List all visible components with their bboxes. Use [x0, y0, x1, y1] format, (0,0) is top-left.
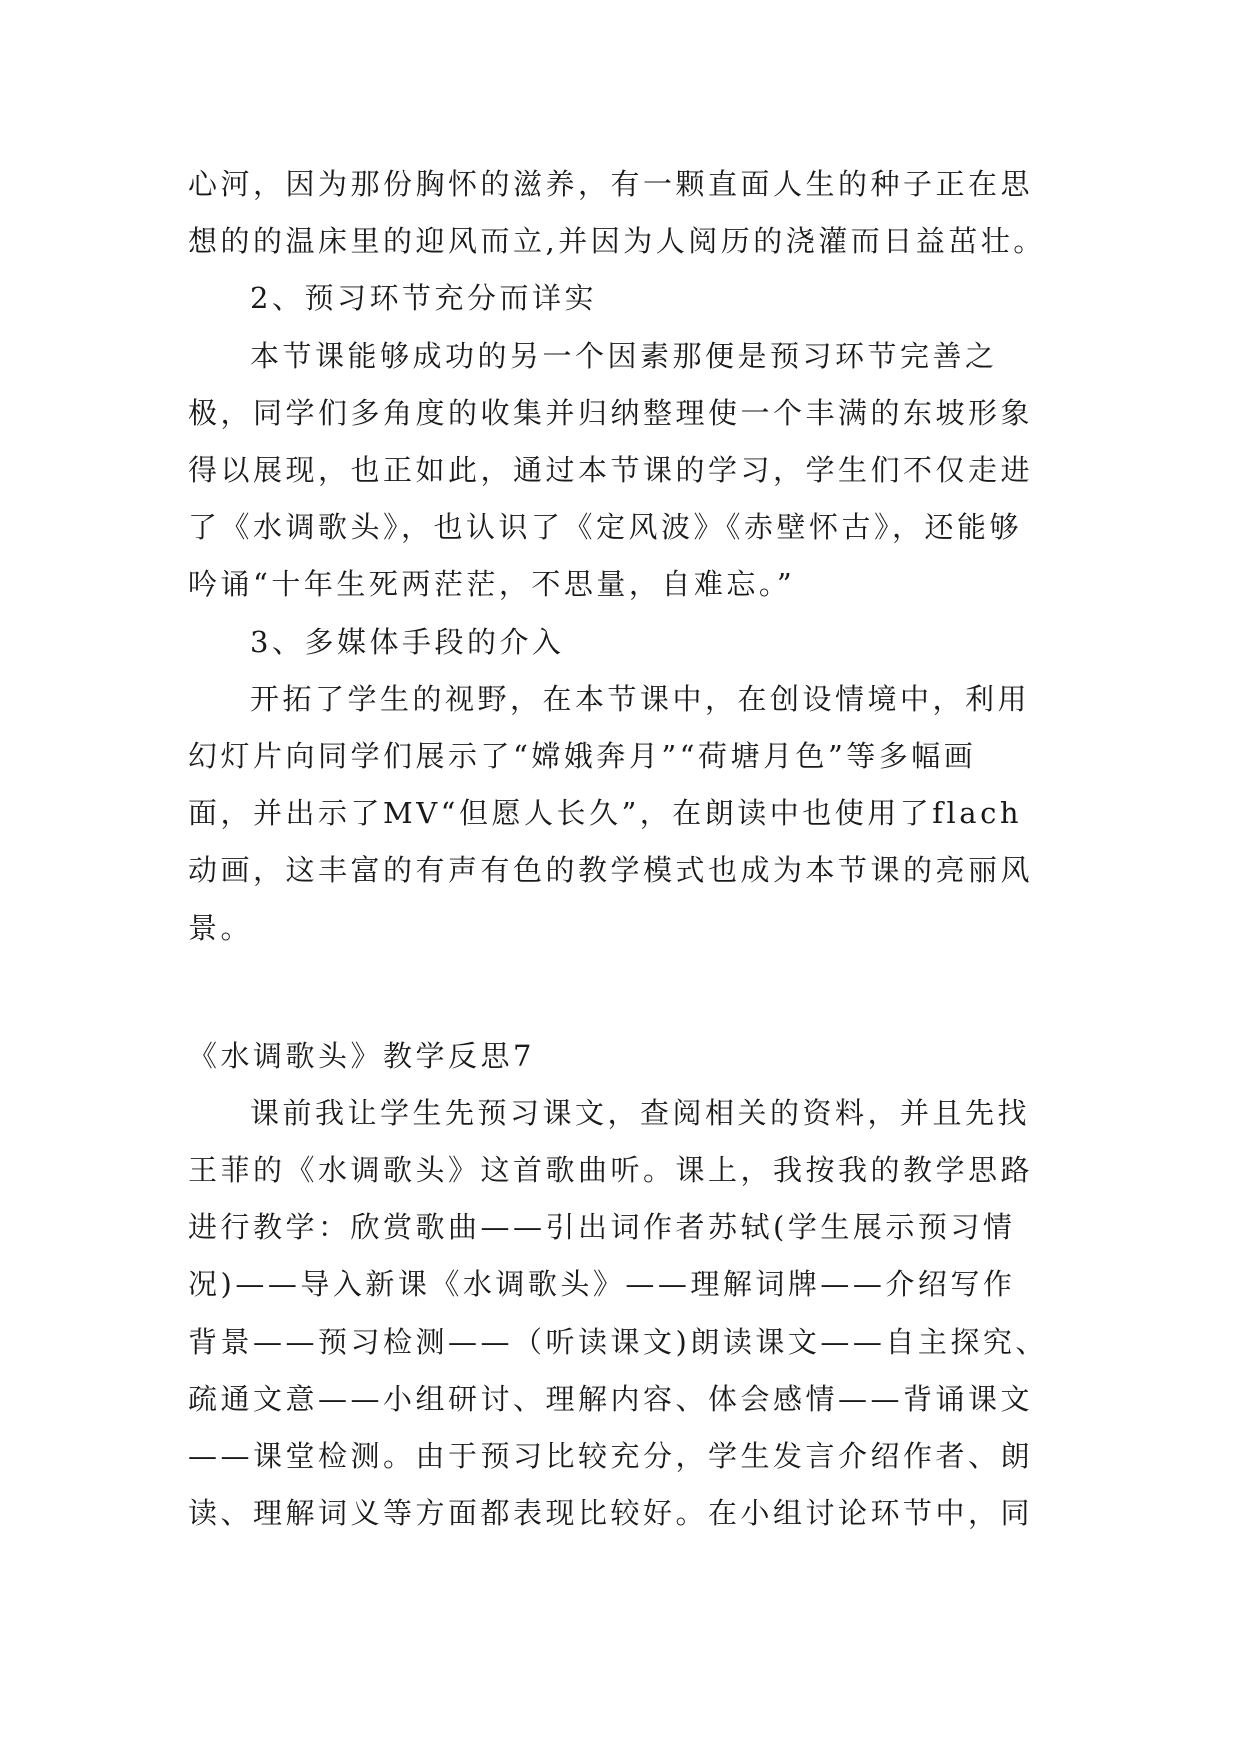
paragraph-line: 况)——导入新课《水调歌头》——理解词牌——介绍写作 [188, 1267, 1016, 1301]
paragraph-line: 开拓了学生的视野，在本节课中，在创设情境中，利用 [250, 682, 1031, 716]
paragraph-line: 动画，这丰富的有声有色的教学模式也成为本节课的亮丽风 [188, 853, 1034, 887]
section-heading: 2、预习环节充分而详实 [250, 281, 597, 315]
paragraph-line: 疏通文意——小组研讨、理解内容、体会感情——背诵课文 [188, 1382, 1034, 1416]
paragraph-line: 课前我让学生先预习课文，查阅相关的资料，并且先找 [250, 1096, 1031, 1130]
paragraph-line: 吟诵“十年生死两茫茫，不思量，自难忘。” [188, 567, 796, 601]
paragraph-line: 读、理解词义等方面都表现比较好。在小组讨论环节中，同 [188, 1496, 1034, 1530]
paragraph-line: 想的的温床里的迎风而立,并因为人阅历的浇灌而日益茁壮。 [188, 224, 1046, 258]
paragraph-line: 极，同学们多角度的收集并归纳整理使一个丰满的东坡形象 [188, 396, 1034, 430]
paragraph-line: 得以展现，也正如此，通过本节课的学习，学生们不仅走进 [188, 453, 1034, 487]
paragraph-line: 了《水调歌头》，也认识了《定风波》《赤壁怀古》，还能够 [188, 510, 1023, 544]
paragraph-line: 幻灯片向同学们展示了“嫦娥奔月”“荷塘月色”等多幅画 [188, 739, 977, 773]
paragraph-line: 进行教学：欣赏歌曲——引出词作者苏轼(学生展示预习情 [188, 1210, 1016, 1244]
paragraph-line: 王菲的《水调歌头》这首歌曲听。课上，我按我的教学思路 [188, 1153, 1034, 1187]
paragraph-line: ——课堂检测。由于预习比较充分，学生发言介绍作者、朗 [188, 1439, 1034, 1473]
paragraph-line: 面，并出示了MV“但愿人长久”，在朗读中也使用了flach [188, 796, 1023, 830]
paragraph-line: 景。 [188, 911, 254, 945]
paragraph-line: 本节课能够成功的另一个因素那便是预习环节完善之 [250, 339, 998, 373]
section-heading: 3、多媒体手段的介入 [250, 625, 565, 659]
article-title: 《水调歌头》教学反思7 [188, 1039, 535, 1073]
paragraph-line: 背景——预习检测——（听读课文)朗读课文——自主探究、 [188, 1325, 1048, 1359]
paragraph-line: 心河，因为那份胸怀的滋养，有一颗直面人生的种子正在思 [188, 167, 1034, 201]
